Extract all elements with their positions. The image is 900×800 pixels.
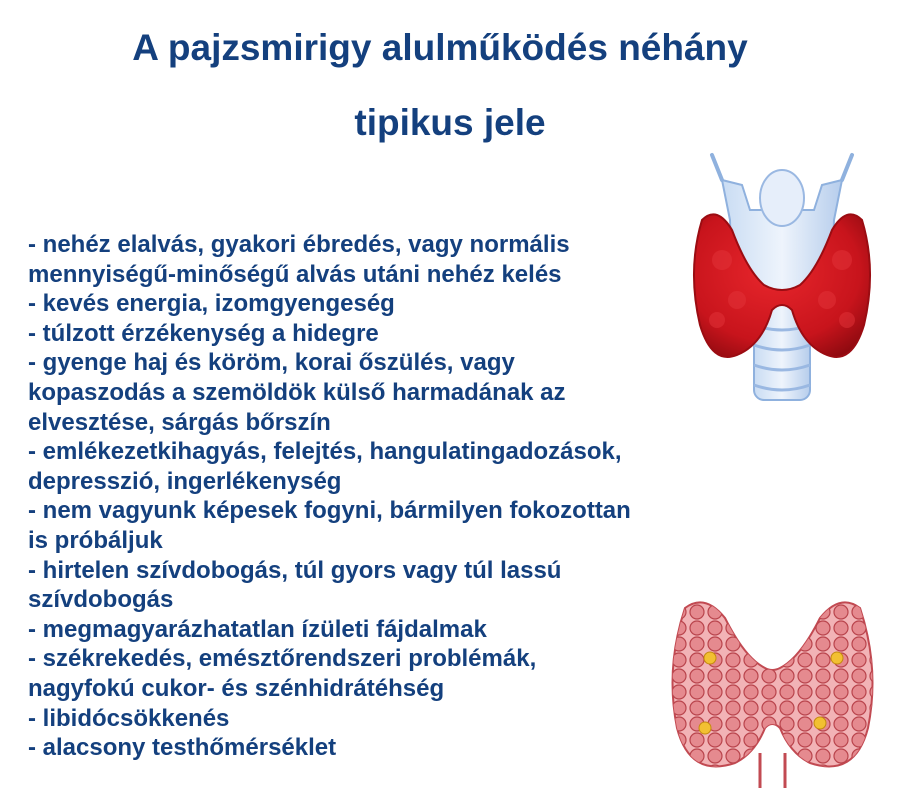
symptom-line: depresszió, ingerlékenység bbox=[28, 467, 342, 495]
symptom-line: - kevés energia, izomgyengeség bbox=[28, 290, 395, 318]
symptom-line: - hirtelen szívdobogás, túl gyors vagy túl lassú bbox=[28, 556, 562, 584]
symptom-line: mennyiségű-minőségű alvás utáni nehéz kelés bbox=[28, 260, 562, 288]
symptom-line: is próbáljuk bbox=[28, 526, 163, 554]
symptom-line: - emlékezetkihagyás, felejtés, hangulatingadozások, bbox=[28, 438, 622, 466]
thyroid-tissue-illustration bbox=[665, 588, 880, 793]
title-line-1: A pajzsmirigy alulműködés néhány bbox=[132, 27, 748, 68]
symptom-line: - gyenge haj és köröm, korai őszülés, vagy bbox=[28, 349, 515, 377]
symptom-line: - túlzott érzékenység a hidegre bbox=[28, 319, 379, 347]
symptom-line: szívdobogás bbox=[28, 586, 174, 614]
symptom-line: - libidócsökkenés bbox=[28, 704, 230, 732]
symptom-line: - alacsony testhőmérséklet bbox=[28, 734, 337, 762]
symptom-line: - nem vagyunk képesek fogyni, bármilyen fokozottan bbox=[28, 497, 631, 525]
symptom-line: - székrekedés, emésztőrendszeri problémák, bbox=[28, 645, 537, 673]
thyroid-with-trachea-illustration bbox=[682, 150, 882, 410]
symptom-line: kopaszodás a szemöldök külső harmadának az bbox=[28, 378, 566, 406]
symptom-line: - nehéz elalvás, gyakori ébredés, vagy normális bbox=[28, 231, 570, 258]
title-line-2: tipikus jele bbox=[354, 102, 546, 143]
symptom-list bbox=[28, 230, 728, 763]
symptom-line: - megmagyarázhatatlan ízületi fájdalmak bbox=[28, 615, 487, 643]
symptom-line: elvesztése, sárgás bőrszín bbox=[28, 408, 331, 436]
symptom-line: nagyfokú cukor- és szénhidrátéhség bbox=[28, 674, 445, 702]
